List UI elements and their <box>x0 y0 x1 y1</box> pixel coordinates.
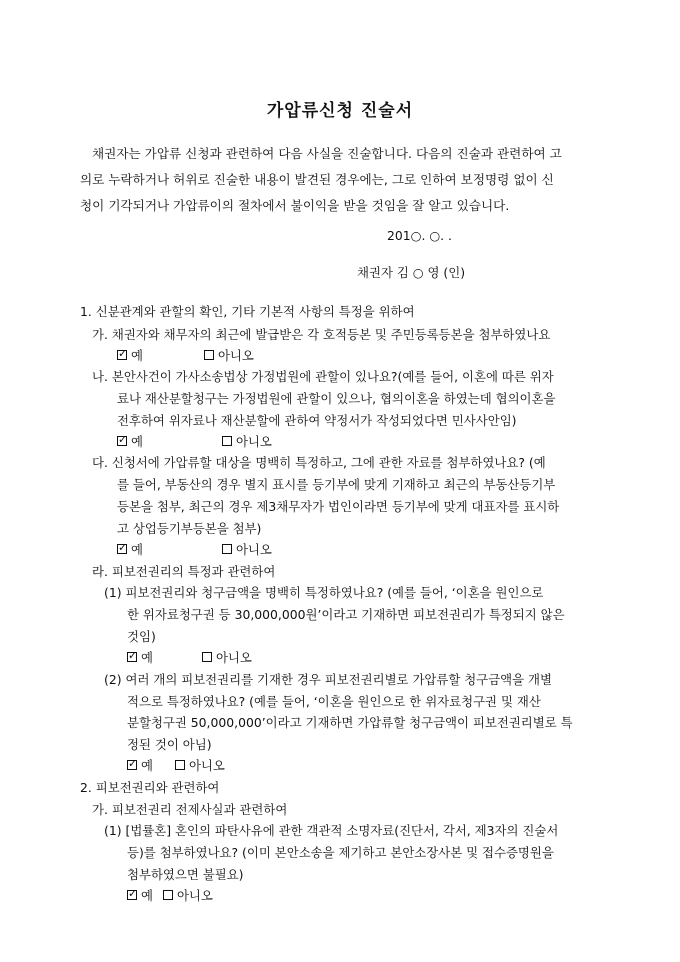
item-2a1-line: 등)를 첨부하였나요? (이미 본안소송을 제기하고 본안소장사본 및 접수증명원을 <box>127 845 554 860</box>
checkbox-checked-icon[interactable] <box>117 350 127 360</box>
yes-label: 예 <box>131 542 143 557</box>
checkbox-empty-icon[interactable] <box>202 652 212 662</box>
checkbox-empty-icon[interactable] <box>204 350 214 360</box>
document-title: 가압류신청 진술서 <box>266 101 414 121</box>
checkbox-checked-icon[interactable] <box>127 760 137 770</box>
item-1d1-line: 것임) <box>127 629 156 644</box>
signature-line: 채권자 김 ○ 영 (인) <box>357 265 466 280</box>
intro-line: 청이 기각되거나 가압류이의 절차에서 불이익을 받을 것임을 잘 알고 있습니다. <box>80 198 510 213</box>
item-1c-line: 등본을 첨부, 최근의 경우 제3채무자가 법인이라면 등기부에 맞게 대표자를 표시하 <box>117 499 560 514</box>
item-1a-no-option[interactable] <box>204 346 254 364</box>
no-label: 아니오 <box>188 758 225 773</box>
item-2a1-yes-option[interactable] <box>127 886 153 904</box>
section-1-heading: 1. 신분관계와 관할의 확인, 기타 기본적 사항의 특정을 위하여 <box>80 304 415 319</box>
intro-line: 의로 누락하거나 허위로 진술한 내용이 발견된 경우에는, 그로 인하여 보정명령 없이 신 <box>80 172 554 187</box>
item-1d2-line: 정된 것이 아님) <box>127 737 212 752</box>
item-1d-heading: 라. 피보전권리의 특정과 관련하여 <box>92 564 276 579</box>
yes-label: 예 <box>131 348 143 363</box>
item-1d2-line: (2) 여러 개의 피보전권리를 기재한 경우 피보전권리별로 가압류할 청구금액을 개별 <box>104 672 552 687</box>
item-2a1-line: (1) [법률혼] 혼인의 파탄사유에 관한 객관적 소명자료(진단서, 각서, 제3자의 진술서 <box>104 823 559 838</box>
checkbox-empty-icon[interactable] <box>222 544 232 554</box>
no-label: 아니오 <box>235 542 272 557</box>
checkbox-checked-icon[interactable] <box>127 890 137 900</box>
checkbox-empty-icon[interactable] <box>222 436 232 446</box>
item-2a1-line: 첨부하였으면 불필요) <box>127 867 244 882</box>
no-label: 아니오 <box>176 888 213 903</box>
item-1b-line: 나. 본안사건이 가사소송법상 가정법원에 관할이 있나요?(예를 들어, 이혼에 따른 위자 <box>92 369 554 384</box>
item-2a1-no-option[interactable] <box>163 886 213 904</box>
item-1c-no-option[interactable] <box>222 540 272 558</box>
item-1d2-line: 적으로 특정하였나요? (예를 들어, ‘이혼을 원인으로 한 위자료청구권 및 재산 <box>127 694 541 709</box>
intro-line: 채권자는 가압류 신청과 관련하여 다음 사실을 진술합니다. 다음의 진술과 관련하여 고 <box>92 146 562 161</box>
item-1d1-no-option[interactable] <box>202 648 252 666</box>
no-label: 아니오 <box>235 434 272 449</box>
item-1c-line: 고 상업등기부등본을 첨부) <box>117 521 262 536</box>
item-1d2-yes-option[interactable] <box>127 756 153 774</box>
item-1d2-no-option[interactable] <box>175 756 225 774</box>
item-1d2-line: 분할청구권 50,000,000’이라고 기재하면 가압류할 청구금액이 피보전권리별로 특 <box>127 715 573 730</box>
no-label: 아니오 <box>215 650 252 665</box>
item-1d1-answer <box>127 648 252 666</box>
item-1d1-line: 한 위자료청구권 등 30,000,000원’이라고 기재하면 피보전권리가 특정되지 않은 <box>127 607 565 622</box>
section-2-heading: 2. 피보전권리와 관련하여 <box>80 780 220 795</box>
item-1d2-answer <box>127 756 225 774</box>
checkbox-checked-icon[interactable] <box>127 652 137 662</box>
yes-label: 예 <box>141 888 153 903</box>
item-1a-answer <box>117 346 254 364</box>
item-1b-yes-option[interactable] <box>117 432 143 450</box>
item-1d1-yes-option[interactable] <box>127 648 153 666</box>
item-1c-answer <box>117 540 272 558</box>
yes-label: 예 <box>141 758 153 773</box>
item-2a1-answer <box>127 886 213 904</box>
checkbox-checked-icon[interactable] <box>117 544 127 554</box>
item-1b-no-option[interactable] <box>222 432 272 450</box>
checkbox-empty-icon[interactable] <box>175 760 185 770</box>
item-1d1-line: (1) 피보전권리와 청구금액을 명백히 특정하였나요? (예를 들어, ‘이혼을 원인으로 <box>104 585 544 600</box>
date-line: 201○. ○. . <box>387 228 452 243</box>
yes-label: 예 <box>131 434 143 449</box>
checkbox-empty-icon[interactable] <box>163 890 173 900</box>
intro-paragraph <box>80 141 610 219</box>
item-1a-text: 가. 채권자와 채무자의 최근에 발급받은 각 호적등본 및 주민등록등본을 첨부하였나요 <box>92 327 551 342</box>
item-1a-yes-option[interactable] <box>117 346 143 364</box>
item-1b-line: 료나 재산분할청구는 가정법원에 관할이 있으나, 협의이혼을 하였는데 협의이혼을 <box>117 391 556 406</box>
item-1b-line: 전후하여 위자료나 재산분할에 관하여 약정서가 작성되었다면 민사사안임) <box>117 413 517 428</box>
item-1b-answer <box>117 432 272 450</box>
yes-label: 예 <box>141 650 153 665</box>
no-label: 아니오 <box>217 348 254 363</box>
checkbox-checked-icon[interactable] <box>117 436 127 446</box>
item-1c-yes-option[interactable] <box>117 540 143 558</box>
item-2a-heading: 가. 피보전권리 전제사실과 관련하여 <box>92 802 288 817</box>
item-1c-line: 다. 신청서에 가압류할 대상을 명백히 특정하고, 그에 관한 자료를 첨부하였나요? (예 <box>92 455 546 470</box>
item-1c-line: 를 들어, 부동산의 경우 별지 표시를 등기부에 맞게 기재하고 최근의 부동산등기부 <box>117 477 556 492</box>
